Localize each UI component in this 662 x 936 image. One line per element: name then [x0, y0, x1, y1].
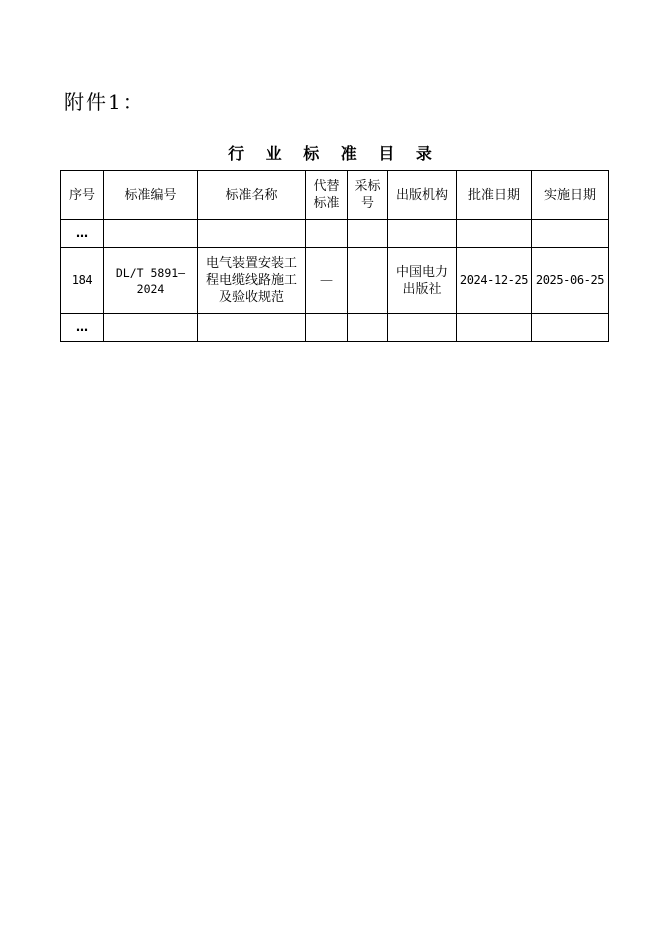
cell-standard-name	[198, 248, 306, 314]
empty-cell	[457, 314, 532, 342]
empty-cell	[532, 220, 609, 248]
empty-cell	[388, 220, 457, 248]
cell-replaced-standard: —	[306, 248, 348, 314]
empty-cell	[198, 220, 306, 248]
empty-cell	[104, 314, 198, 342]
col-header-adopted-line1: 采标	[354, 179, 381, 194]
cell-name-line3: 及验收规范	[218, 290, 284, 305]
empty-cell	[348, 220, 388, 248]
col-header-index: 序号	[61, 171, 104, 220]
empty-cell	[198, 314, 306, 342]
cell-adopted-standard	[348, 248, 388, 314]
table-header-row	[61, 171, 609, 220]
col-header-replaced-standard	[306, 171, 348, 220]
ellipsis-cell: …	[61, 314, 104, 342]
col-header-replaced-line1: 代替	[313, 179, 340, 194]
table-row-ellipsis-top	[61, 220, 609, 248]
empty-cell	[306, 220, 348, 248]
col-header-effective-date: 实施日期	[532, 171, 609, 220]
table-row	[61, 248, 609, 314]
col-header-approval-date: 批准日期	[457, 171, 532, 220]
cell-publisher-line1: 中国电力	[395, 264, 448, 280]
table-row-ellipsis-bottom	[61, 314, 609, 342]
ellipsis-cell: …	[61, 220, 104, 248]
empty-cell	[457, 220, 532, 248]
col-header-adopted-standard	[348, 171, 388, 220]
cell-name-line1: 电气装置安装工	[205, 256, 297, 271]
standards-table	[60, 170, 609, 342]
empty-cell	[532, 314, 609, 342]
empty-cell	[306, 314, 348, 342]
cell-standard-code	[104, 248, 198, 314]
cell-index: 184	[61, 248, 104, 314]
table-title: 行 业 标 准 目 录	[228, 144, 440, 163]
col-header-publisher: 出版机构	[388, 171, 457, 220]
cell-name-line2: 程电缆线路施工	[205, 273, 297, 288]
empty-cell	[348, 314, 388, 342]
cell-code-line2: 2024	[136, 281, 165, 296]
attachment-label: 附件1：	[64, 90, 145, 114]
empty-cell	[104, 220, 198, 248]
col-header-standard-code: 标准编号	[104, 171, 198, 220]
cell-publisher	[388, 248, 457, 314]
col-header-standard-name: 标准名称	[198, 171, 306, 220]
cell-publisher-line2: 出版社	[402, 281, 442, 297]
cell-approval-date: 2024-12-25	[457, 248, 532, 314]
cell-code-line1: DL/T 5891—	[115, 265, 186, 280]
col-header-replaced-line2: 标准	[313, 196, 340, 211]
cell-effective-date: 2025-06-25	[532, 248, 609, 314]
col-header-adopted-line2: 号	[360, 196, 374, 211]
empty-cell	[388, 314, 457, 342]
